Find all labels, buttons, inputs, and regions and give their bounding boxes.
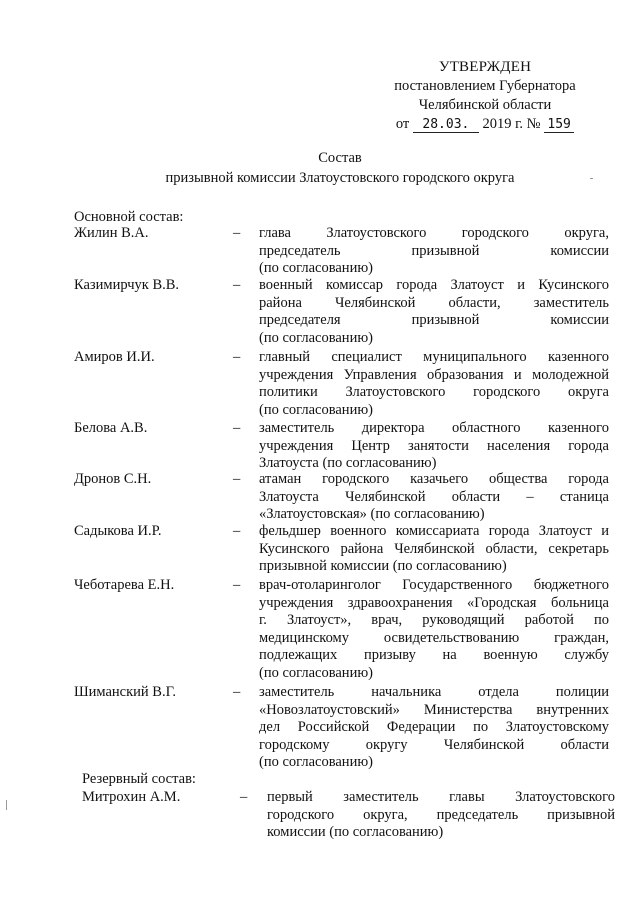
member-position-line: (по согласованию) [259, 260, 373, 276]
approval-stamp [360, 58, 610, 134]
scan-speck [6, 800, 7, 810]
member-position-line: председатель призывной комиссии [259, 242, 609, 259]
member-position [259, 349, 609, 419]
member-position [259, 420, 609, 473]
member-position [259, 471, 609, 524]
member-name: Дронов С.Н. [74, 471, 152, 487]
member-position-line: Златоуста (по согласованию) [259, 455, 437, 471]
member-position-line: Кусинского района Челябинской области, секретарь [259, 540, 609, 557]
member-position-line: учреждения Управления образования и молодежной [259, 366, 609, 383]
member-position [259, 577, 609, 682]
member-name: Казимирчук В.В. [74, 277, 180, 293]
approval-line-1: постановлением Губернатора [394, 78, 576, 94]
member-position-line: подлежащих призыву на военную службу [259, 647, 609, 663]
title-line-2: призывной комиссии Златоустовского городского округа [165, 170, 515, 186]
member-position-line: (по согласованию) [259, 401, 373, 418]
member-position-line: учреждения Центр занятости населения города [259, 437, 609, 454]
member-name: Амиров И.И. [74, 349, 155, 365]
member-position-line: призывной комиссии (по согласованию) [259, 558, 507, 574]
member-position-line: заместитель директора областного казенного [259, 420, 609, 436]
approval-line-2: Челябинской области [418, 97, 552, 113]
member-position-line: «Златоустовская» (по согласованию) [259, 506, 485, 522]
member-dash: – [233, 523, 241, 539]
member-position-line: (по согласованию) [259, 664, 373, 681]
member-dash: – [233, 577, 241, 593]
member-name: Садыкова И.Р. [74, 523, 162, 539]
member-position [259, 523, 609, 576]
member-position-line: медицинскому освидетельствованию граждан, [259, 629, 609, 646]
member-position-line: врач-отоларинголог Государственного бюджетного [259, 577, 609, 593]
approval-year-text: 2019 г. № [482, 116, 541, 132]
member-position-line: председателя призывной комиссии [259, 312, 609, 328]
member-position-line: (по согласованию) [259, 754, 373, 770]
member-dash: – [240, 789, 248, 805]
title-line-1: Состав [318, 150, 362, 166]
member-name: Чеботарева Е.Н. [74, 577, 175, 593]
main-composition-label: Основной состав: [74, 209, 184, 225]
member-position-line: «Новозлатоустовский» Министерства внутренних [259, 701, 609, 718]
document-title [100, 148, 580, 188]
member-position-line: фельдшер военного комиссариата города Златоуст и [259, 523, 609, 539]
approval-date-prefix: от [395, 116, 410, 132]
member-position-line: комиссии (по согласованию) [267, 824, 444, 840]
member-position-line: г. Златоуст», врач, руководящий работой по [259, 612, 609, 628]
member-dash: – [233, 225, 241, 241]
member-position-line: (по согласованию) [259, 329, 373, 346]
approval-heading: УТВЕРЖДЕН [438, 59, 532, 75]
member-position-line: городского округа, председатель призывной [267, 806, 615, 823]
member-position-line: первый заместитель главы Златоустовского [267, 789, 615, 805]
member-position-line: атаман городского казачьего общества города [259, 471, 609, 487]
member-position-line: района Челябинской области, заместитель [259, 294, 609, 311]
member-position [259, 684, 609, 772]
member-position [259, 225, 609, 278]
member-position-line: дел Российской Федерации по Златоустовскому [259, 719, 609, 735]
member-position-line: политики Златоустовского городского округа [259, 384, 609, 400]
member-position-line: глава Златоустовского городского округа, [259, 225, 609, 241]
member-dash: – [233, 420, 241, 436]
member-position-line: учреждения здравоохранения «Городская больница [259, 594, 609, 611]
member-dash: – [233, 277, 241, 293]
member-dash: – [233, 349, 241, 365]
member-name: Шиманский В.Г. [74, 684, 176, 700]
member-dash: – [233, 684, 241, 700]
approval-date-line [360, 115, 610, 134]
member-dash: – [233, 471, 241, 487]
member-position [259, 277, 609, 347]
member-position-line: городскому округу Челябинской области [259, 736, 609, 753]
member-position-line: военный комиссар города Златоуст и Кусинского [259, 277, 609, 293]
member-position-line: заместитель начальника отдела полиции [259, 684, 609, 700]
member-name: Белова А.В. [74, 420, 148, 436]
member-name: Митрохин А.М. [82, 789, 181, 805]
member-position [267, 789, 615, 842]
approval-number-value: 159 [544, 117, 574, 133]
member-position-line: Златоуста Челябинской области – станица [259, 488, 609, 505]
member-name: Жилин В.А. [74, 225, 149, 241]
scan-speck [590, 178, 593, 179]
member-position-line: главный специалист муниципального казенного [259, 349, 609, 365]
approval-date-value: 28.03. [413, 117, 479, 133]
reserve-composition-label: Резервный состав: [82, 771, 196, 787]
